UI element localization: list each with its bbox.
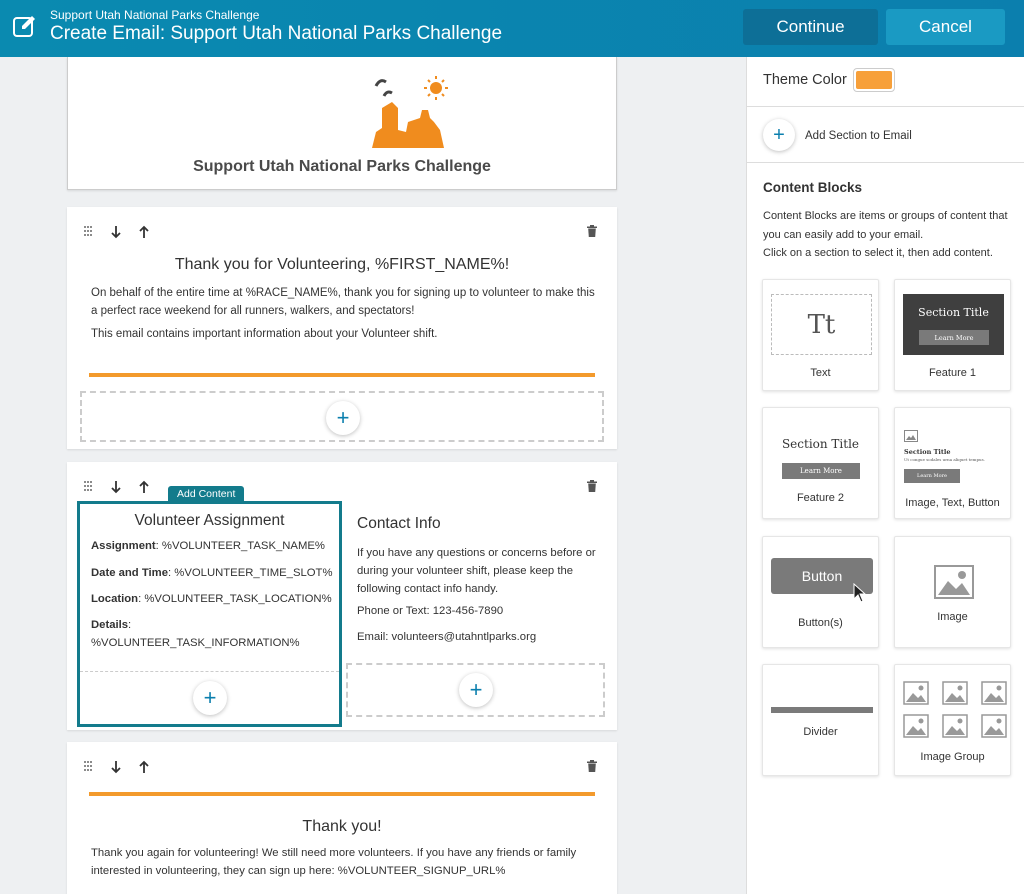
feature2-preview-button: Learn More bbox=[782, 463, 860, 479]
top-bar bbox=[0, 0, 1024, 57]
contact-email: Email: volunteers@utahntlparks.org bbox=[357, 631, 537, 643]
block-divider[interactable] bbox=[762, 664, 879, 776]
email-canvas[interactable] bbox=[0, 57, 746, 894]
move-up-icon[interactable] bbox=[138, 760, 150, 774]
email-section-1[interactable] bbox=[67, 207, 617, 449]
image-icon bbox=[904, 430, 918, 442]
move-up-icon[interactable] bbox=[138, 480, 150, 494]
edit-icon bbox=[11, 12, 39, 40]
section1-paragraph-2: This email contains important information about your Volunteer shift. bbox=[91, 328, 438, 340]
section1-heading: Thank you for Volunteering, %FIRST_NAME%! bbox=[174, 256, 510, 273]
location-row: Location: %VOLUNTEER_TASK_LOCATION% bbox=[91, 593, 332, 605]
section3-paragraph: Thank you again for volunteering! We still need more volunteers. If you have any friends or family interested in volunteering, they can sign up here: %VOLUNTEER_SIGNUP_URL% bbox=[91, 847, 577, 877]
move-down-icon[interactable] bbox=[110, 760, 122, 774]
block-image-group[interactable] bbox=[894, 664, 1011, 776]
content-blocks-title: Content Blocks bbox=[763, 180, 863, 195]
block-label: Image, Text, Button bbox=[905, 497, 1000, 509]
email-section-2[interactable] bbox=[67, 462, 617, 730]
block-image-text-button[interactable] bbox=[894, 407, 1011, 519]
page-title: Create Email: Support Utah National Parks Challenge bbox=[50, 23, 503, 44]
divider-line bbox=[89, 373, 595, 377]
content-blocks-description: Content Blocks are items or groups of content that you can easily add to your email. Click on a section to select it, then add content. bbox=[763, 210, 1008, 259]
logo-title: Support Utah National Parks Challenge bbox=[193, 158, 491, 175]
details-row: Details: %VOLUNTEER_TASK_INFORMATION% bbox=[91, 619, 300, 649]
block-label: Feature 1 bbox=[928, 367, 977, 379]
logo-section[interactable] bbox=[67, 57, 617, 190]
contact-phone: Phone or Text: 123-456-7890 bbox=[357, 605, 504, 617]
add-content-button[interactable]: + bbox=[193, 681, 227, 715]
trash-icon[interactable] bbox=[587, 760, 597, 772]
button-preview: Button bbox=[771, 558, 873, 594]
block-label: Image Group bbox=[920, 751, 985, 763]
block-label: Button(s) bbox=[798, 617, 843, 629]
drag-handle-icon[interactable] bbox=[83, 480, 93, 492]
drag-handle-icon[interactable] bbox=[83, 225, 93, 237]
cancel-button[interactable]: Cancel bbox=[886, 9, 1005, 45]
email-section-3[interactable] bbox=[67, 742, 617, 894]
volunteer-title: Volunteer Assignment bbox=[134, 512, 285, 529]
cursor-icon bbox=[853, 583, 867, 603]
contact-paragraph: If you have any questions or concerns before or during your volunteer shift, please keep the following contact info handy. bbox=[357, 547, 596, 595]
add-section-row[interactable] bbox=[747, 107, 1024, 163]
section3-heading: Thank you! bbox=[302, 818, 382, 835]
block-image[interactable] bbox=[894, 536, 1011, 648]
block-label: Feature 2 bbox=[796, 492, 845, 504]
content-panel bbox=[746, 57, 1024, 894]
add-content-button[interactable]: + bbox=[459, 673, 493, 707]
datetime-row: Date and Time: %VOLUNTEER_TIME_SLOT% bbox=[91, 567, 333, 579]
image-group-icon bbox=[903, 681, 1007, 739]
image-icon bbox=[934, 565, 974, 599]
trash-icon[interactable] bbox=[587, 480, 597, 492]
move-down-icon[interactable] bbox=[110, 480, 122, 494]
move-down-icon[interactable] bbox=[110, 225, 122, 239]
section1-paragraph: On behalf of the entire time at %RACE_NAME%, thank you for signing up to volunteer to make this a perfect race weekend for all runners, walkers, and spectators! bbox=[91, 287, 595, 317]
assignment-row: Assignment: %VOLUNTEER_TASK_NAME% bbox=[91, 540, 325, 552]
trash-icon[interactable] bbox=[587, 225, 597, 237]
divider-icon bbox=[771, 707, 873, 713]
continue-button[interactable]: Continue bbox=[743, 9, 878, 45]
preview-button: Learn More bbox=[904, 469, 960, 483]
block-label: Divider bbox=[803, 726, 838, 738]
block-feature-2[interactable] bbox=[762, 407, 879, 519]
text-icon: Tt bbox=[771, 294, 872, 355]
contact-title: Contact Info bbox=[357, 515, 441, 532]
move-up-icon[interactable] bbox=[138, 225, 150, 239]
add-content-tag[interactable]: Add Content bbox=[168, 486, 244, 502]
drag-handle-icon[interactable] bbox=[83, 760, 93, 772]
volunteer-assignment-block[interactable] bbox=[77, 501, 342, 727]
divider-line bbox=[89, 792, 595, 796]
block-text[interactable] bbox=[762, 279, 879, 391]
preview-title: Section Title bbox=[904, 448, 951, 456]
drop-zone[interactable] bbox=[80, 391, 604, 442]
block-label: Image bbox=[937, 611, 968, 623]
feature2-preview-title: Section Title bbox=[781, 437, 860, 451]
header-subtitle: Support Utah National Parks Challenge bbox=[50, 8, 260, 22]
drop-zone[interactable] bbox=[346, 663, 605, 717]
block-label: Text bbox=[810, 367, 831, 379]
block-buttons[interactable] bbox=[762, 536, 879, 648]
theme-color-swatch[interactable] bbox=[853, 68, 895, 92]
feature1-preview: Section Title Learn More bbox=[903, 294, 1004, 355]
preview-body: Ut congue sodales urna aliquet tempus. bbox=[904, 457, 985, 462]
theme-color-row bbox=[747, 57, 1024, 107]
add-content-button[interactable]: + bbox=[326, 401, 360, 435]
add-section-label: Add Section to Email bbox=[805, 130, 912, 142]
drop-zone[interactable] bbox=[80, 671, 339, 724]
park-logo bbox=[368, 74, 458, 154]
theme-color-label: Theme Color bbox=[763, 72, 847, 88]
block-feature-1[interactable] bbox=[894, 279, 1011, 391]
add-section-button[interactable]: + bbox=[763, 119, 795, 151]
